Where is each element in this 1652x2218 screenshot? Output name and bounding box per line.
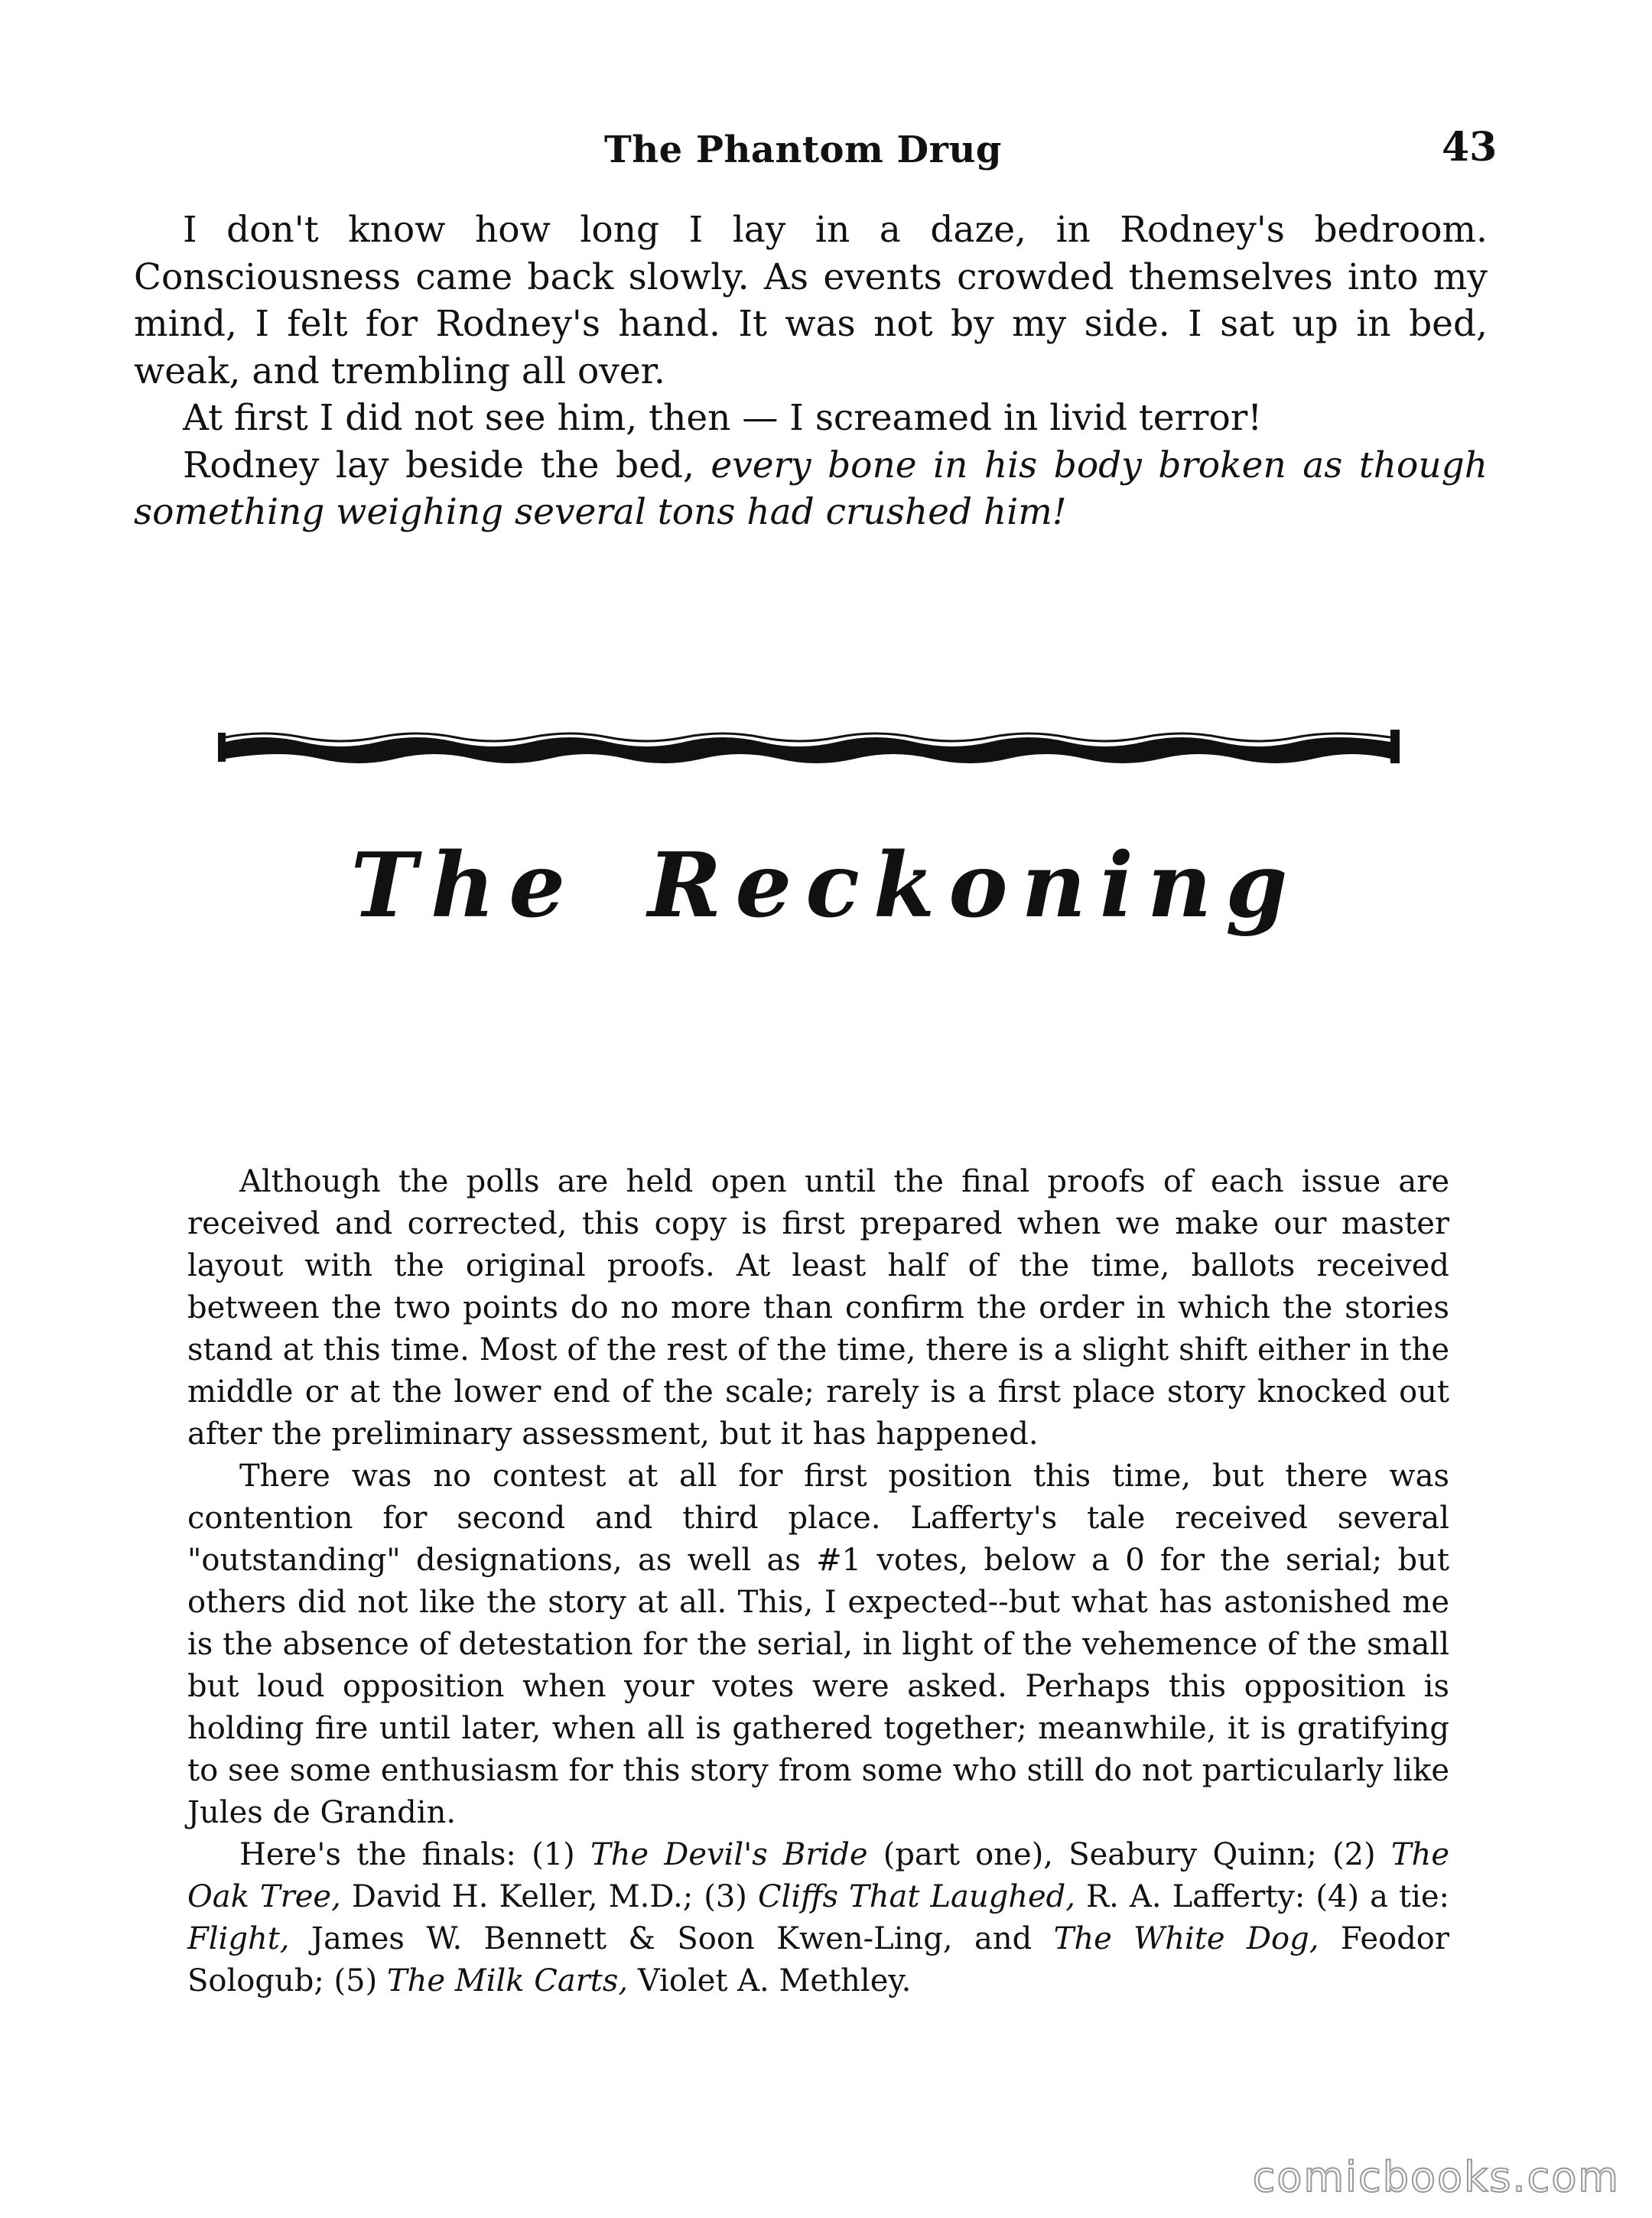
story-continuation (134, 207, 1488, 536)
wavy-divider-ornament (218, 728, 1400, 766)
story-paragraph: At first I did not see him, then — I screamed in livid terror! (183, 397, 1263, 439)
editorial-finals (187, 1834, 1449, 2002)
story-title: The Milk Carts, (386, 1963, 629, 1998)
finals-text: Violet A. Methley. (628, 1963, 912, 1998)
finals-text: James W. Bennett & Soon Kwen-Ling, and (289, 1921, 1054, 1956)
story-paragraph (134, 442, 1488, 536)
editorial-paragraph: Although the polls are held open until the final proofs of each issue are received and corrected, this copy is first prepared when we make our master layout with the original proofs. At least half of the time, ballots received between the two points do no more than confirm the order in which the stories stand at this time. Most of the rest of the time, there is a slight shift either in the middle or at the lower end of the scale; rarely is a first place story knocked out after the preliminary assessment, but it has happened. (187, 1164, 1449, 1452)
finals-text: R. A. Lafferty: (4) a tie: (1075, 1879, 1450, 1914)
story-text-roman: Rodney lay beside the bed, (183, 444, 711, 486)
story-title: The Oak Tree, (187, 1837, 1449, 1914)
section-title (0, 834, 1652, 938)
story-title: Flight, (187, 1921, 290, 1956)
running-head-title: The Phantom Drug (604, 128, 1002, 171)
story-title: The Devil's Bride (590, 1837, 868, 1872)
story-title: Cliffs That Laughed, (757, 1879, 1076, 1914)
section-title-word: Reckoning (648, 834, 1302, 938)
finals-text: (part one), Seabury Quinn; (2) (867, 1837, 1391, 1872)
editorial-paragraph: There was no contest at all for first position this time, but there was contention for second and third place. Lafferty's tale received several "outstanding" designations, as well as #1 votes, below a 0 for the serial; but others did not like the story at all. This, I expected--but what has astonished me is the absence of detestation for the serial, in light of the vehemence of the small but loud opposition when your votes were asked. Perhaps this opposition is holding fire until later, when all is gathered together; meanwhile, it is gratifying to see some enthusiasm for this story from some who still do not particularly like Jules de Grandin. (187, 1459, 1449, 1830)
section-title-word: The (350, 834, 580, 938)
story-title: The White Dog, (1053, 1921, 1319, 1956)
story-paragraph: I don't know how long I lay in a daze, in Rodney's bedroom. Consciousness came back slowly. As events crowded themselves into my mind, I felt for Rodney's hand. It was not by my side. I sat up in bed, weak, and trembling all over. (134, 209, 1488, 392)
page-number: 43 (1442, 124, 1498, 171)
finals-text: Feodor Sologub; (5) (187, 1921, 1450, 1998)
running-head (0, 124, 1652, 174)
finals-text: Here's the finals: (1) (239, 1837, 590, 1872)
story-text-italic: every bone in his body broken as though something weighing several tons had crushed him! (134, 444, 1488, 533)
site-watermark: comicbooks.com (1252, 2153, 1620, 2201)
editorial-column (187, 1161, 1449, 2002)
finals-text: David H. Keller, M.D.; (3) (340, 1879, 758, 1914)
